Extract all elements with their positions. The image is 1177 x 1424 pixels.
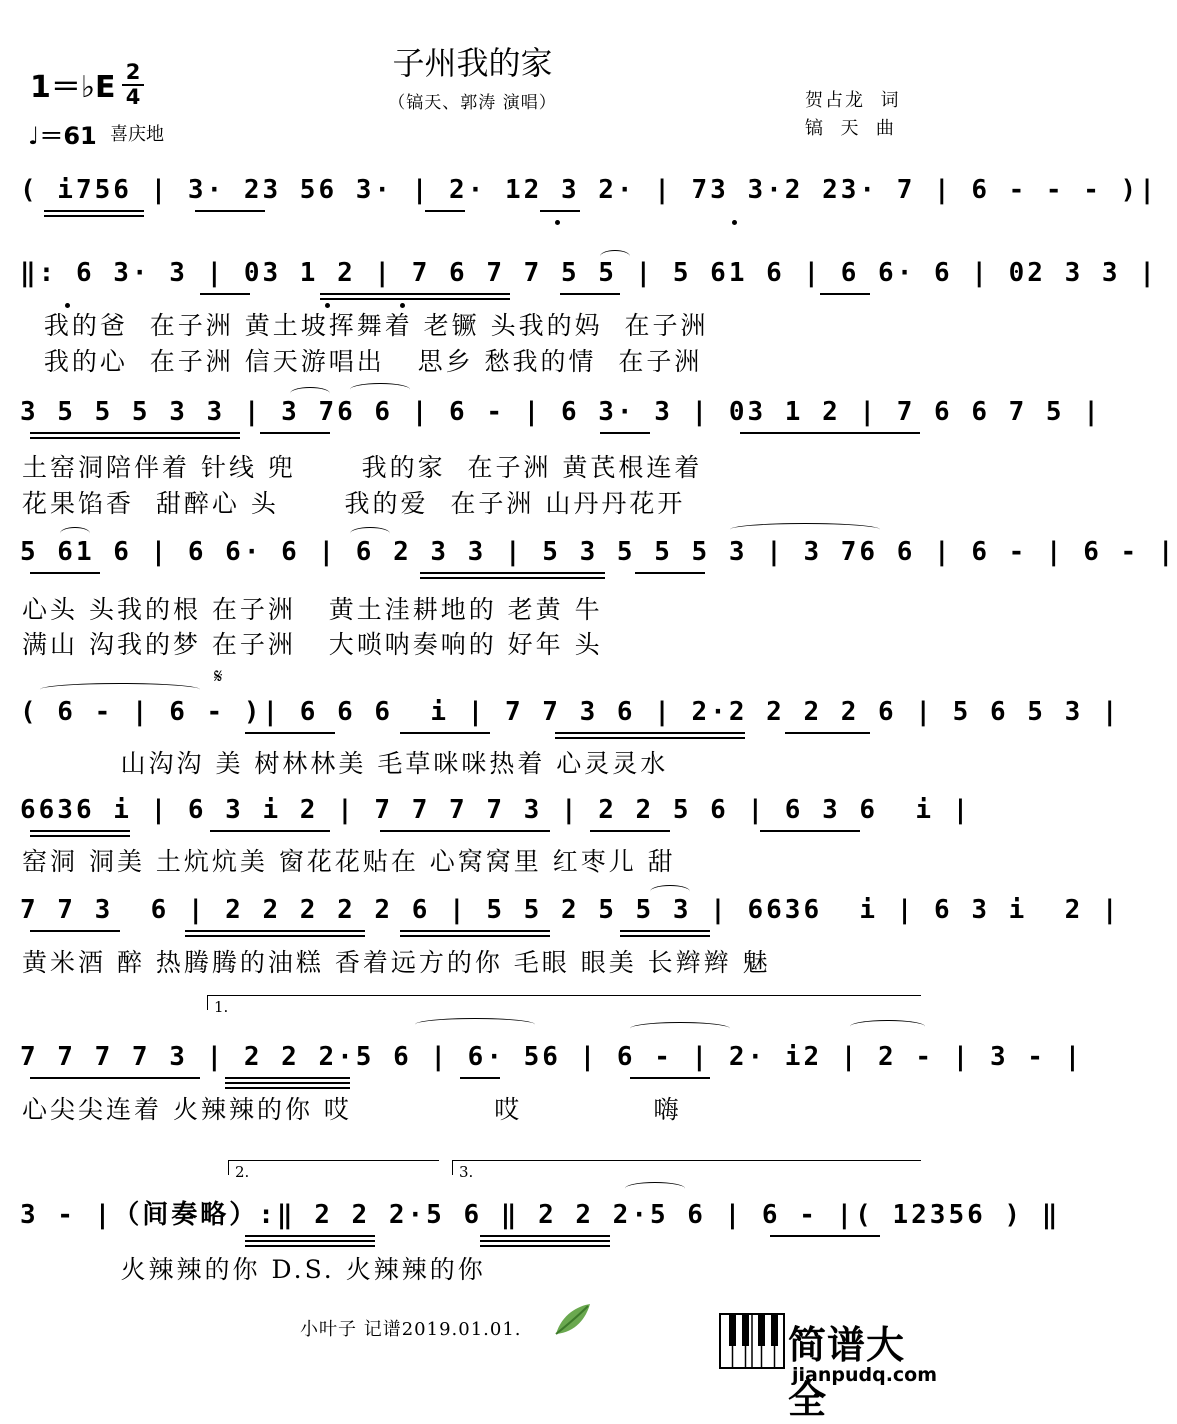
staff-notes: 3 5 5 5 3 3 | 3 76 6 | 6 - | 6 3· 3 | 03 1 2 | 7 6 6 7 5 | — [20, 397, 1102, 427]
composer-credit: 镐 天 曲 — [805, 118, 896, 139]
logo-url: jianpudq.com — [792, 1364, 938, 1386]
staff-notes: 7 7 7 7 3 | 2 2 2·5 6 | 6· 56 | 6 - | 2· i2 | 2 - | 3 - | — [20, 1042, 1084, 1072]
lyric-line: 心尖尖连着 火辣辣的你 哎 哎 嗨 — [22, 1095, 682, 1124]
staff-4 — [20, 537, 1177, 597]
time-top: 2 — [125, 60, 141, 84]
site-logo — [720, 1310, 942, 1422]
volta-2 — [228, 1160, 439, 1181]
staff-notes: 6636 i | 6 3 i 2 | 7 7 7 7 3 | 2 2 5 6 | 6 3 6 i | — [20, 795, 972, 825]
leaf-icon — [552, 1300, 592, 1340]
lyric-line: 土窑洞陪伴着 针线 兜 我的家 在子洲 黄芪根连着 — [22, 453, 703, 482]
staff-1 — [20, 175, 1158, 235]
lyric-line: 火辣辣的你 D.S. 火辣辣的你 — [22, 1255, 486, 1284]
staff-notes: 5 61 6 | 6 6· 6 | 6 2 3 3 | 5 3 5 5 5 3 | 3 76 6 | 6 - | 6 - | — [20, 537, 1177, 567]
lyric-line: 心头 头我的根 在子洲 黄土洼耕地的 老黄 牛 — [22, 595, 603, 624]
key-signature: 1＝♭E — [30, 70, 116, 105]
time-bottom: 4 — [125, 85, 141, 109]
segno-sign: 𝄋 — [214, 664, 223, 688]
lyric-line: 我的爸 在子洲 黄土坡挥舞着 老镢 头我的妈 在子洲 — [22, 311, 709, 340]
tempo-mood: 喜庆地 — [110, 124, 164, 145]
lyric-line: 花果馅香 甜醉心 头 我的爱 在子洲 山丹丹花开 — [22, 489, 686, 518]
song-subtitle: （镐天、郭涛 演唱） — [388, 93, 557, 113]
staff-notes: ( 6 - | 6 - )| 6 6 6 i | 7 7 3 6 | 2·2 2 2 2 6 | 5 6 5 3 | — [20, 697, 1121, 727]
tempo-mark: ♩＝61 — [28, 122, 97, 150]
time-signature — [122, 62, 144, 108]
volta-3 — [452, 1160, 921, 1181]
lyricist-credit: 贺占龙 词 — [805, 90, 901, 111]
lyric-line: 黄米酒 醉 热腾腾的油糕 香着远方的你 毛眼 眼美 长辫辫 魅 — [22, 948, 771, 977]
volta-label: 2. — [235, 1163, 250, 1181]
logo-name: 简谱大全 — [788, 1323, 906, 1422]
lyric-line: 我的心 在子洲 信天游唱出 思乡 愁我的情 在子洲 — [22, 347, 703, 376]
volta-1 — [207, 995, 921, 1016]
staff-notes: ( i756 | 3· 23 56 3· | 2· 12 3 2· | 73 3·2 23· 7 | 6 - - - )| — [20, 175, 1158, 205]
staff-notes: 7 7 3 6 | 2 2 2 2 2 6 | 5 5 2 5 5 3 | 6636 i | 6 3 i 2 | — [20, 895, 1121, 925]
volta-label: 1. — [214, 998, 229, 1016]
lyric-line: 满山 沟我的梦 在子洲 大唢呐奏响的 好年 头 — [22, 630, 603, 659]
lyric-line: 山沟沟 美 树林林美 毛草咪咪热着 心灵灵水 — [22, 749, 669, 778]
lyric-line: 窑洞 洞美 土炕炕美 窗花花贴在 心窝窝里 红枣儿 甜 — [22, 847, 676, 876]
staff-notes: ‖: 6 3· 3 | 03 1 2 | 7 6 7 7 5 5 | 5 61 6 | 6 6· 6 | 02 3 3 | — [20, 258, 1158, 288]
song-title: 子州我的家 — [392, 44, 553, 82]
volta-label: 3. — [459, 1163, 474, 1181]
staff-notes: 3 - |（间奏略）:‖ 2 2 2·5 6 ‖ 2 2 2·5 6 | 6 - |( 12356 ) ‖ — [20, 1200, 1061, 1230]
transcriber-note: 小叶子 记谱2019.01.01. — [300, 1319, 522, 1340]
piano-keys-icon — [720, 1314, 784, 1368]
